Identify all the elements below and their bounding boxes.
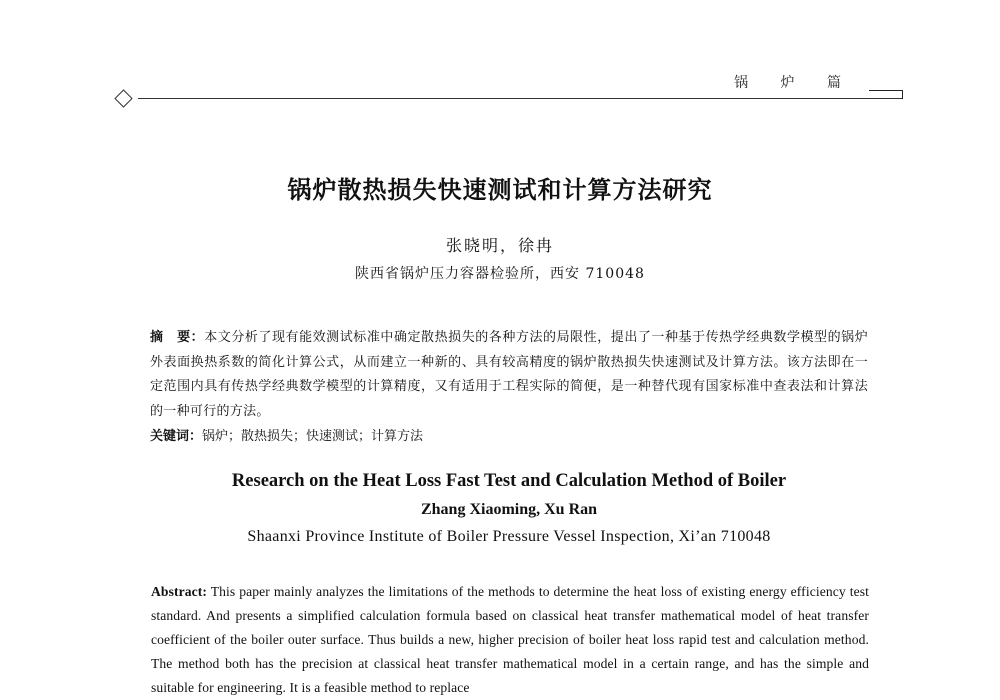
english-authors: Zhang Xiaoming, Xu Ran <box>420 501 598 518</box>
english-abstract <box>151 580 869 700</box>
chinese-abstract <box>150 326 868 424</box>
chinese-abstract-label: 摘 要： <box>150 330 205 345</box>
chinese-keywords-text: 锅炉；散热损失；快速测试；计算方法 <box>202 429 424 444</box>
header-rule <box>138 98 903 99</box>
chinese-authors: 张晓明，徐冉 <box>445 236 554 255</box>
english-abstract-text: This paper mainly analyzes the limitations of the methods to determine the heat loss of existing energy efficiency test standard. And presents a simplified calculation formula based on classical heat transfer mathematical model of heat transfer coefficient of the boiler outer surface. Thus builds a new, higher precision of boiler heat loss rapid test and calculation method. The method both has the precision at classical heat transfer mathematical model in a certain range, and has the simple and suitable for engineering. It is a feasible method to replace <box>151 584 869 695</box>
header-rule-accent <box>869 90 903 91</box>
chinese-title: 锅炉散热损失快速测试和计算方法研究 <box>287 176 713 204</box>
chinese-abstract-text: 本文分析了现有能效测试标准中确定散热损失的各种方法的局限性，提出了一种基于传热学经典数学模型的锅炉外表面换热系数的简化计算公式，从而建立一种新的、具有较高精度的锅炉散热损失快速测试及计算方法。该方法即在一定范围内具有传热学经典数学模型的计算精度，又有适用于工程实际的简便，是一种替代现有国家标准中查表法和计算法的一种可行的方法。 <box>150 330 869 419</box>
english-affiliation: Shaanxi Province Institute of Boiler Pressure Vessel Inspection, Xi’an 710048 <box>247 528 771 545</box>
english-title: Research on the Heat Loss Fast Test and Calculation Method of Boiler <box>231 471 787 491</box>
section-label: 锅 炉 篇 <box>734 75 855 91</box>
header-rule-tick <box>902 90 903 99</box>
chinese-keywords-label: 关键词： <box>150 429 203 444</box>
chinese-affiliation: 陕西省锅炉压力容器检验所，西安 710048 <box>355 266 645 282</box>
diamond-ornament-icon <box>114 89 132 107</box>
english-abstract-label: Abstract: <box>151 584 208 599</box>
chinese-keywords <box>150 426 868 448</box>
